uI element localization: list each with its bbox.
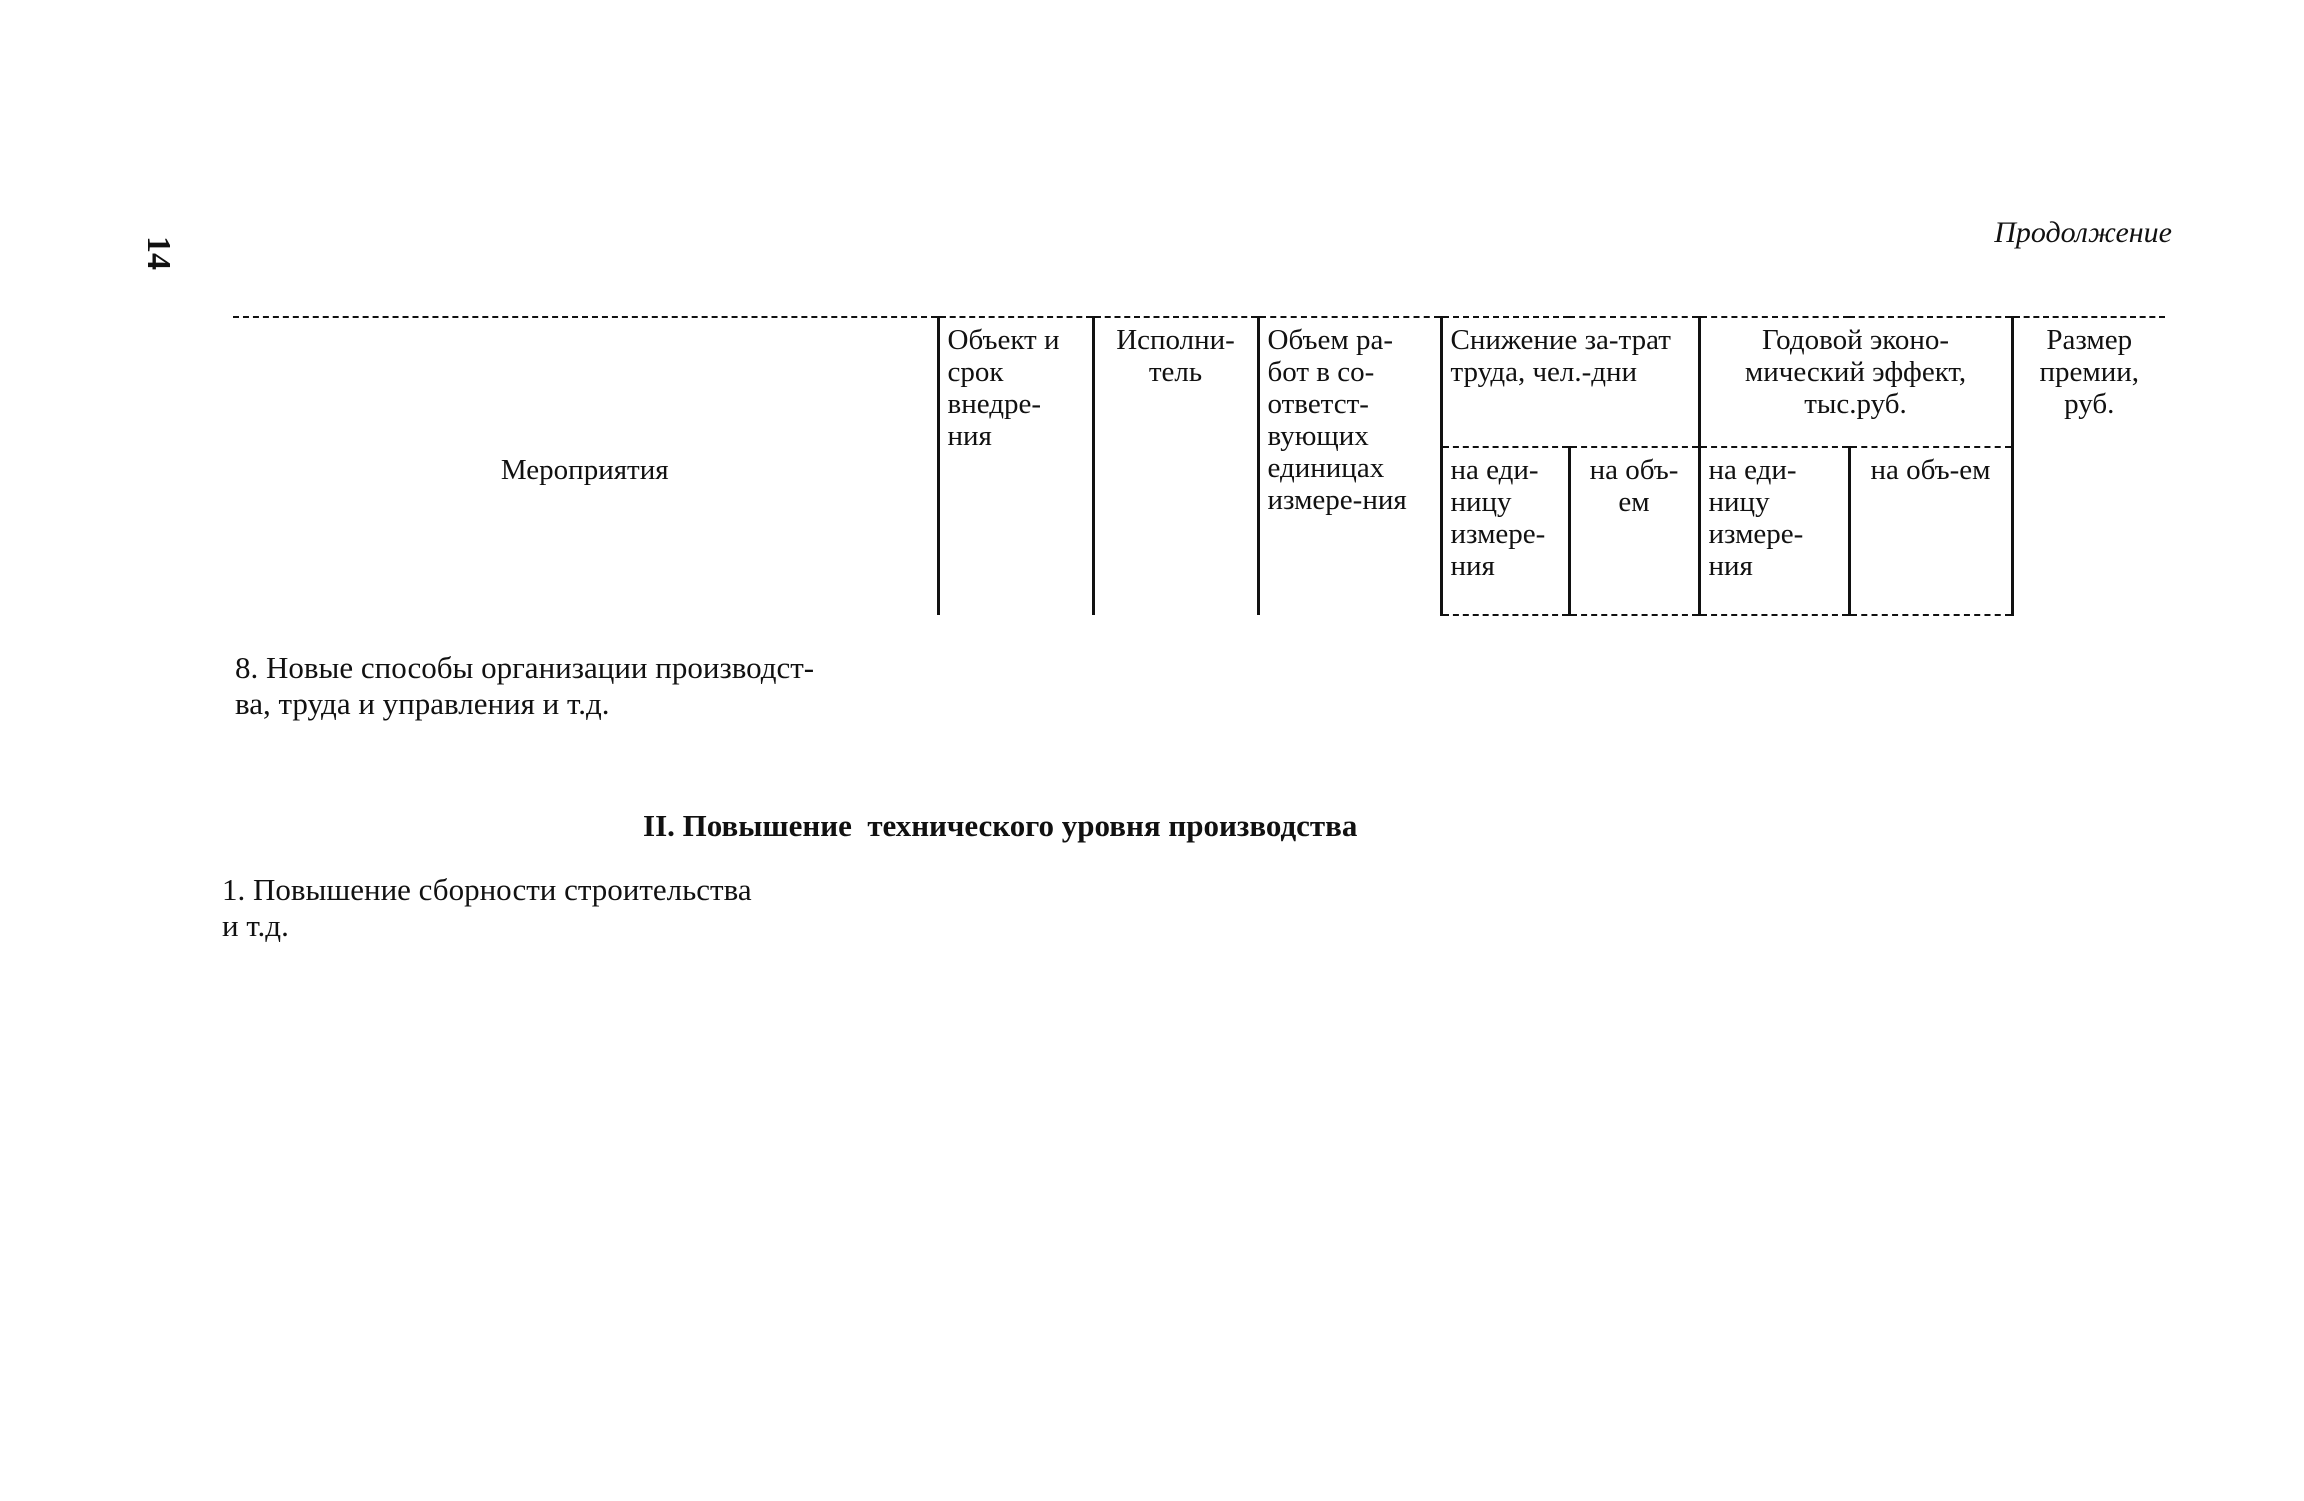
row-item-1: 1. Повышение сборности строительства и т.д. (222, 872, 752, 943)
header-executor: Исполни-тель (1093, 317, 1258, 615)
header-measures: Мероприятия (233, 317, 938, 615)
header-work-volume: Объем ра-бот в со-ответст-вующих единицах измере-ния (1258, 317, 1441, 615)
header-labor-per-unit: на еди-ницу измере-ния (1441, 447, 1569, 615)
header-bonus: Размер премии, руб. (2012, 317, 2165, 615)
header-annual-effect: Годовой эконо-мический эффект, тыс.руб. (1699, 317, 2012, 447)
header-object-term: Объект и срок внедре-ния (938, 317, 1093, 615)
header-effect-per-unit: на еди-ницу измере-ния (1699, 447, 1849, 615)
row-item-8: 8. Новые способы организации производст- ва, труда и управления и т.д. (235, 650, 815, 721)
page-number: 14 (140, 236, 177, 270)
section-title: II. Повышение технического уровня производства (643, 808, 1358, 843)
header-effect-per-volume: на объ-ем (1849, 447, 2012, 615)
header-labor-reduction: Снижение за-трат труда, чел.-дни (1441, 317, 1699, 447)
header-labor-per-volume: на объ-ем (1569, 447, 1699, 615)
continuation-label: Продолжение (1994, 216, 2172, 249)
table-header (233, 316, 2165, 616)
